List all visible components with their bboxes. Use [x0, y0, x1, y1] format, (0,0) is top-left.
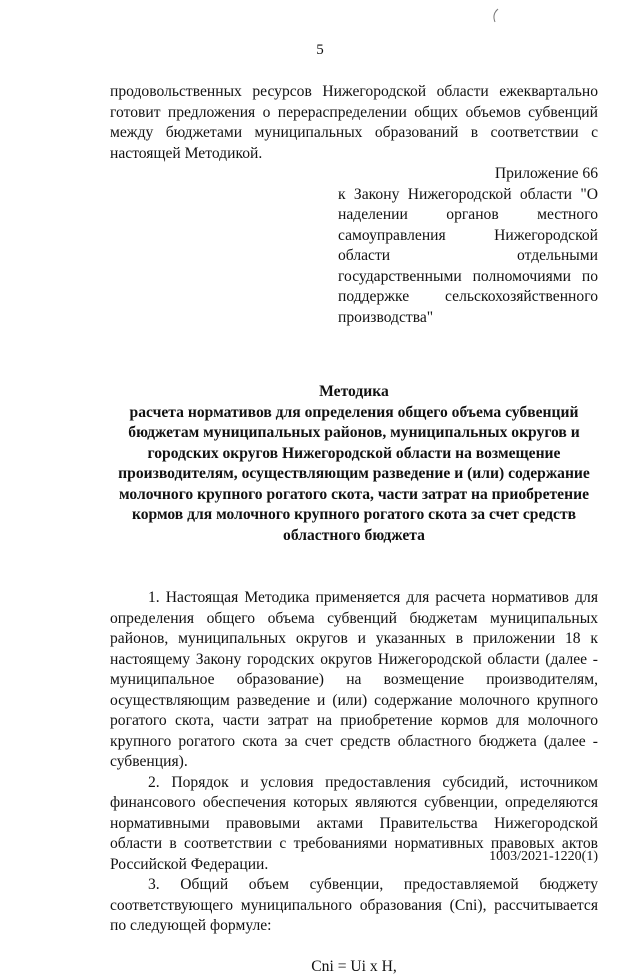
page-number: 5 — [0, 42, 640, 59]
appendix-body: к Закону Нижегородской области "О наделении органов местного самоуправления Нижегородской области отдельными государственными полномочиями по поддержке сельскохозяйственного производства" — [338, 185, 598, 329]
appendix-title: Приложение 66 — [338, 164, 598, 185]
clause-1: 1. Настоящая Методика применяется для расчета нормативов для определения общего объема субвенций бюджетам муниципальных районов, муниципальных округов и указанных в приложении 18 к настоящему Закону городских округов Нижегородской области (далее - муниципальное образование) на возмещение производителям, осуществляющим разведение и (или) содержание молочного крупного рогатого скота, части затрат на приобретение кормов для молочного крупного рогатого скота за счет средств областного бюджета (далее - субвенция). — [110, 588, 598, 773]
clause-2: 2. Порядок и условия предоставления субсидий, источником финансового обеспечения которых являются субвенции, определяются нормативными правовыми актами Правительства Нижегородской области в соответствии с требованиями нормативных правовых актов Российской Федерации. — [110, 773, 598, 876]
appendix-block — [338, 164, 598, 328]
section-spacer — [110, 546, 598, 588]
methodology-title: Методика — [110, 382, 598, 403]
handwritten-mark-icon — [488, 8, 502, 24]
methodology-subtitle: расчета нормативов для определения общего объема субвенций бюджетам муниципальных районов, муниципальных округов и городских округов Нижегородской области на возмещение производителям, осуществляющим разведение и (или) содержание молочного крупного рогатого скота, части затрат на приобретение кормов для молочного крупного рогатого скота за счет средств областного бюджета — [110, 403, 598, 547]
intro-paragraph: продовольственных ресурсов Нижегородской области ежеквартально готовит предложения о перераспределении общих объемов субвенций между бюджетами муниципальных образований в соответствии с настоящей Методикой. — [110, 82, 598, 164]
document-code: 1003/2021-1220(1) — [470, 849, 598, 865]
formula: Сni = Ui x H, — [110, 957, 598, 977]
clause-3: 3. Общий объем субвенции, предоставляемой бюджету соответствующего муниципального образования (Сni), рассчитывается по следующей формуле: — [110, 875, 598, 937]
document-content — [110, 82, 598, 977]
